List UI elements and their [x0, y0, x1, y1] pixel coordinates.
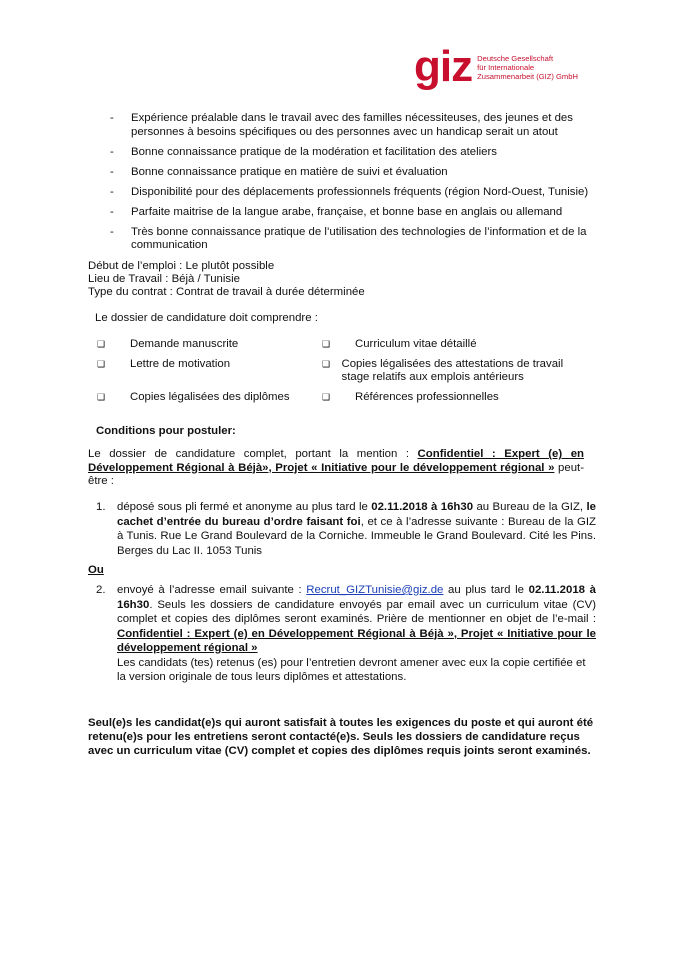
checklist-item: Copies légalisées des attestations de travail stage relatifs aux emplois antérieurs [341, 357, 564, 383]
checkbox-icon: ❑ [97, 391, 106, 402]
job-contract: Type du contrat : Contrat de travail à durée déterminée [88, 286, 365, 298]
list-item: - Bonne connaissance pratique de la modération et facilitation des ateliers [110, 145, 497, 158]
final-note: Seul(e)s les candidat(e)s qui auront satisfait à toutes les exigences du poste et qui auront été retenu(e)s pour les entretiens seront contacté(e)s. Seuls les dossiers de candidature reçus avec un curriculum vitae (CV) complet et copies des diplômes requis joints seront examinés. [88, 717, 594, 757]
candidate-note: Les candidats (tes) retenus (es) pour l’entretien devront amener avec eux la copie certifiée et la version originale de tous leurs diplômes et attestations. [117, 656, 586, 683]
logo-mark: giz [414, 42, 473, 91]
conditions-intro: Le dossier de candidature complet, portant la mention : Confidentiel : Expert (e) en Développement Régional à Béjà», Projet « Initiative pour le développement régional » peut-être : [88, 448, 584, 487]
job-start: Début de l’emploi : Le plutôt possible [88, 260, 275, 272]
checklist-item: Lettre de motivation [130, 357, 231, 370]
checklist-row [97, 358, 597, 385]
logo-text [477, 54, 578, 82]
checklist-item: Références professionnelles [355, 390, 499, 403]
job-location: Lieu de Travail : Béjà / Tunisie [88, 273, 240, 285]
dossier-intro: Le dossier de candidature doit comprendre : [95, 312, 318, 324]
list-item: - Disponibilité pour des déplacements professionnels fréquents (région Nord-Ouest, Tunisie) [110, 185, 589, 198]
checklist-row [97, 391, 597, 405]
dossier-checklist [97, 338, 597, 410]
email-link[interactable]: Recrut_GIZTunisie@giz.de [306, 584, 444, 596]
list-item: - Bonne connaissance pratique en matière de suivi et évaluation [110, 165, 448, 178]
email-subject: Confidentiel : Expert (e) en Développement Régional à Béjà », Projet « Initiative pour le développement régional » [117, 627, 596, 654]
deadline: 02.11.2018 à 16h30 [117, 584, 596, 611]
mention-label: Confidentiel : Expert (e) en Développement Régional à Béjà», Projet « Initiative pour le développement régional » [88, 448, 584, 474]
or-label: Ou [88, 564, 104, 576]
checklist-item: Demande manuscrite [130, 338, 239, 350]
checklist-item: Copies légalisées des diplômes [130, 390, 290, 403]
checkbox-icon: ❑ [97, 339, 106, 349]
checkbox-icon: ❑ [322, 339, 331, 349]
checkbox-icon: ❑ [322, 358, 331, 369]
option-1: 1. déposé sous pli fermé et anonyme au plus tard le 02.11.2018 à 16h30 au Bureau de la GIZ, le cachet d’entrée du bureau d’ordre faisant foi, et ce à l’adresse suivante : Bureau de la GIZ à Tunis. Rue Le Grand Boulevard de la Corniche. Immeuble le Grand Boulevard. Cité les Pins. Berges du Lac II. 1053 Tunis [96, 501, 596, 557]
checklist-row [97, 338, 597, 352]
logo-line: Zusammenarbeit (GIZ) GmbH [477, 72, 578, 82]
list-item: - Parfaite maitrise de la langue arabe, française, et bonne base en anglais ou allemand [110, 205, 563, 218]
giz-logo [414, 42, 578, 91]
requirements-list [110, 112, 592, 254]
checklist-item: Curriculum vitae détaillé [355, 338, 477, 350]
checkbox-icon: ❑ [97, 358, 106, 369]
deadline: 02.11.2018 à 16h30 [371, 501, 474, 513]
list-item: - Très bonne connaissance pratique de l’utilisation des technologies de l’information et de la communication [110, 225, 587, 251]
option-2: 2. envoyé à l’adresse email suivante : Recrut_GIZTunisie@giz.de au plus tard le 02.11.2018 à 16h30. Seuls les dossiers de candidature envoyés par email avec un curriculum vitae (CV) complet et copies des diplômes seront examinés. Prière de mentionner en objet de l’e-mail : Confidentiel : Expert (e) en Développement Régional à Béjà », Projet « Initiative pour le développement régional » Les candidats (tes) retenus (es) pour l’entretien devront amener avec eux la copie certifiée et la version originale de tous leurs diplômes et attestations. [96, 584, 596, 683]
conditions-heading: Conditions pour postuler: [96, 425, 236, 437]
logo-line: Deutsche Gesellschaft [477, 54, 554, 63]
checkbox-icon: ❑ [322, 391, 331, 402]
list-item: - Expérience préalable dans le travail avec des familles nécessiteuses, des jeunes et des personnes à besoins spécifiques ou des personnes avec un handicap serait un atout [110, 112, 573, 138]
logo-line: für Internationale [477, 63, 535, 73]
